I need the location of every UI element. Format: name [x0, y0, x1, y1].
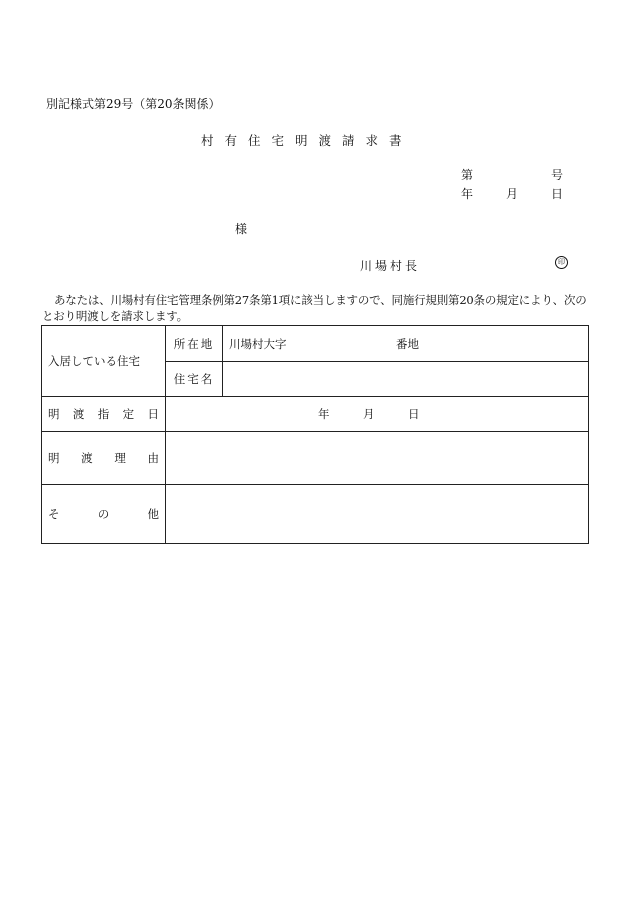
house-name-label: 住宅名: [166, 362, 223, 397]
eviction-date-month: 月: [363, 407, 375, 421]
table-row: [42, 397, 589, 432]
location-label: 所在地: [166, 326, 223, 362]
eviction-date-day: 日: [408, 407, 420, 421]
issuer-name: 川場村長: [360, 259, 421, 273]
eviction-details-table: [41, 325, 589, 544]
label-char: 日: [147, 407, 159, 421]
eviction-date-label: [42, 397, 166, 432]
form-number-label: 別記様式第29号（第20条関係）: [46, 97, 221, 111]
location-prefix: 川場村大字: [229, 336, 287, 351]
location-suffix: 番地: [396, 336, 419, 351]
label-char: 定: [122, 407, 135, 421]
eviction-date-year: 年: [318, 407, 330, 421]
house-name-field[interactable]: [223, 362, 589, 397]
addressee-honorific: 様: [235, 222, 248, 236]
location-field[interactable]: [223, 326, 589, 362]
eviction-reason-field[interactable]: [166, 432, 589, 485]
label-char: 他: [147, 507, 159, 521]
issue-date-year: 年: [461, 187, 474, 201]
reference-number-suffix: 号: [551, 168, 564, 182]
residence-header: 入居している住宅: [42, 326, 166, 397]
label-char: 理: [114, 451, 126, 465]
label-char: 渡: [72, 407, 85, 421]
label-char: の: [97, 507, 110, 521]
issue-date-day: 日: [551, 187, 564, 201]
label-char: 指: [97, 407, 110, 421]
eviction-date-field[interactable]: [166, 397, 589, 432]
request-body-text: あなたは、川場村有住宅管理条例第27条第1項に該当しますので、同施行規則第20条の規定により、次のとおり明渡しを請求します。: [42, 293, 587, 323]
seal-mark: 印: [555, 256, 568, 269]
eviction-reason-label: [42, 432, 166, 485]
label-char: 渡: [81, 451, 93, 465]
label-char: 明: [48, 451, 60, 465]
issue-date-month: 月: [506, 187, 519, 201]
table-row: [42, 432, 589, 485]
reference-number-prefix: 第: [461, 168, 474, 182]
table-row: [42, 326, 589, 362]
document-title: 村有住宅明渡請求書: [201, 133, 413, 148]
label-char: 由: [147, 451, 159, 465]
label-char: そ: [48, 507, 60, 521]
label-char: 明: [48, 407, 60, 421]
other-field[interactable]: [166, 485, 589, 544]
other-label: [42, 485, 166, 544]
table-row: [42, 485, 589, 544]
